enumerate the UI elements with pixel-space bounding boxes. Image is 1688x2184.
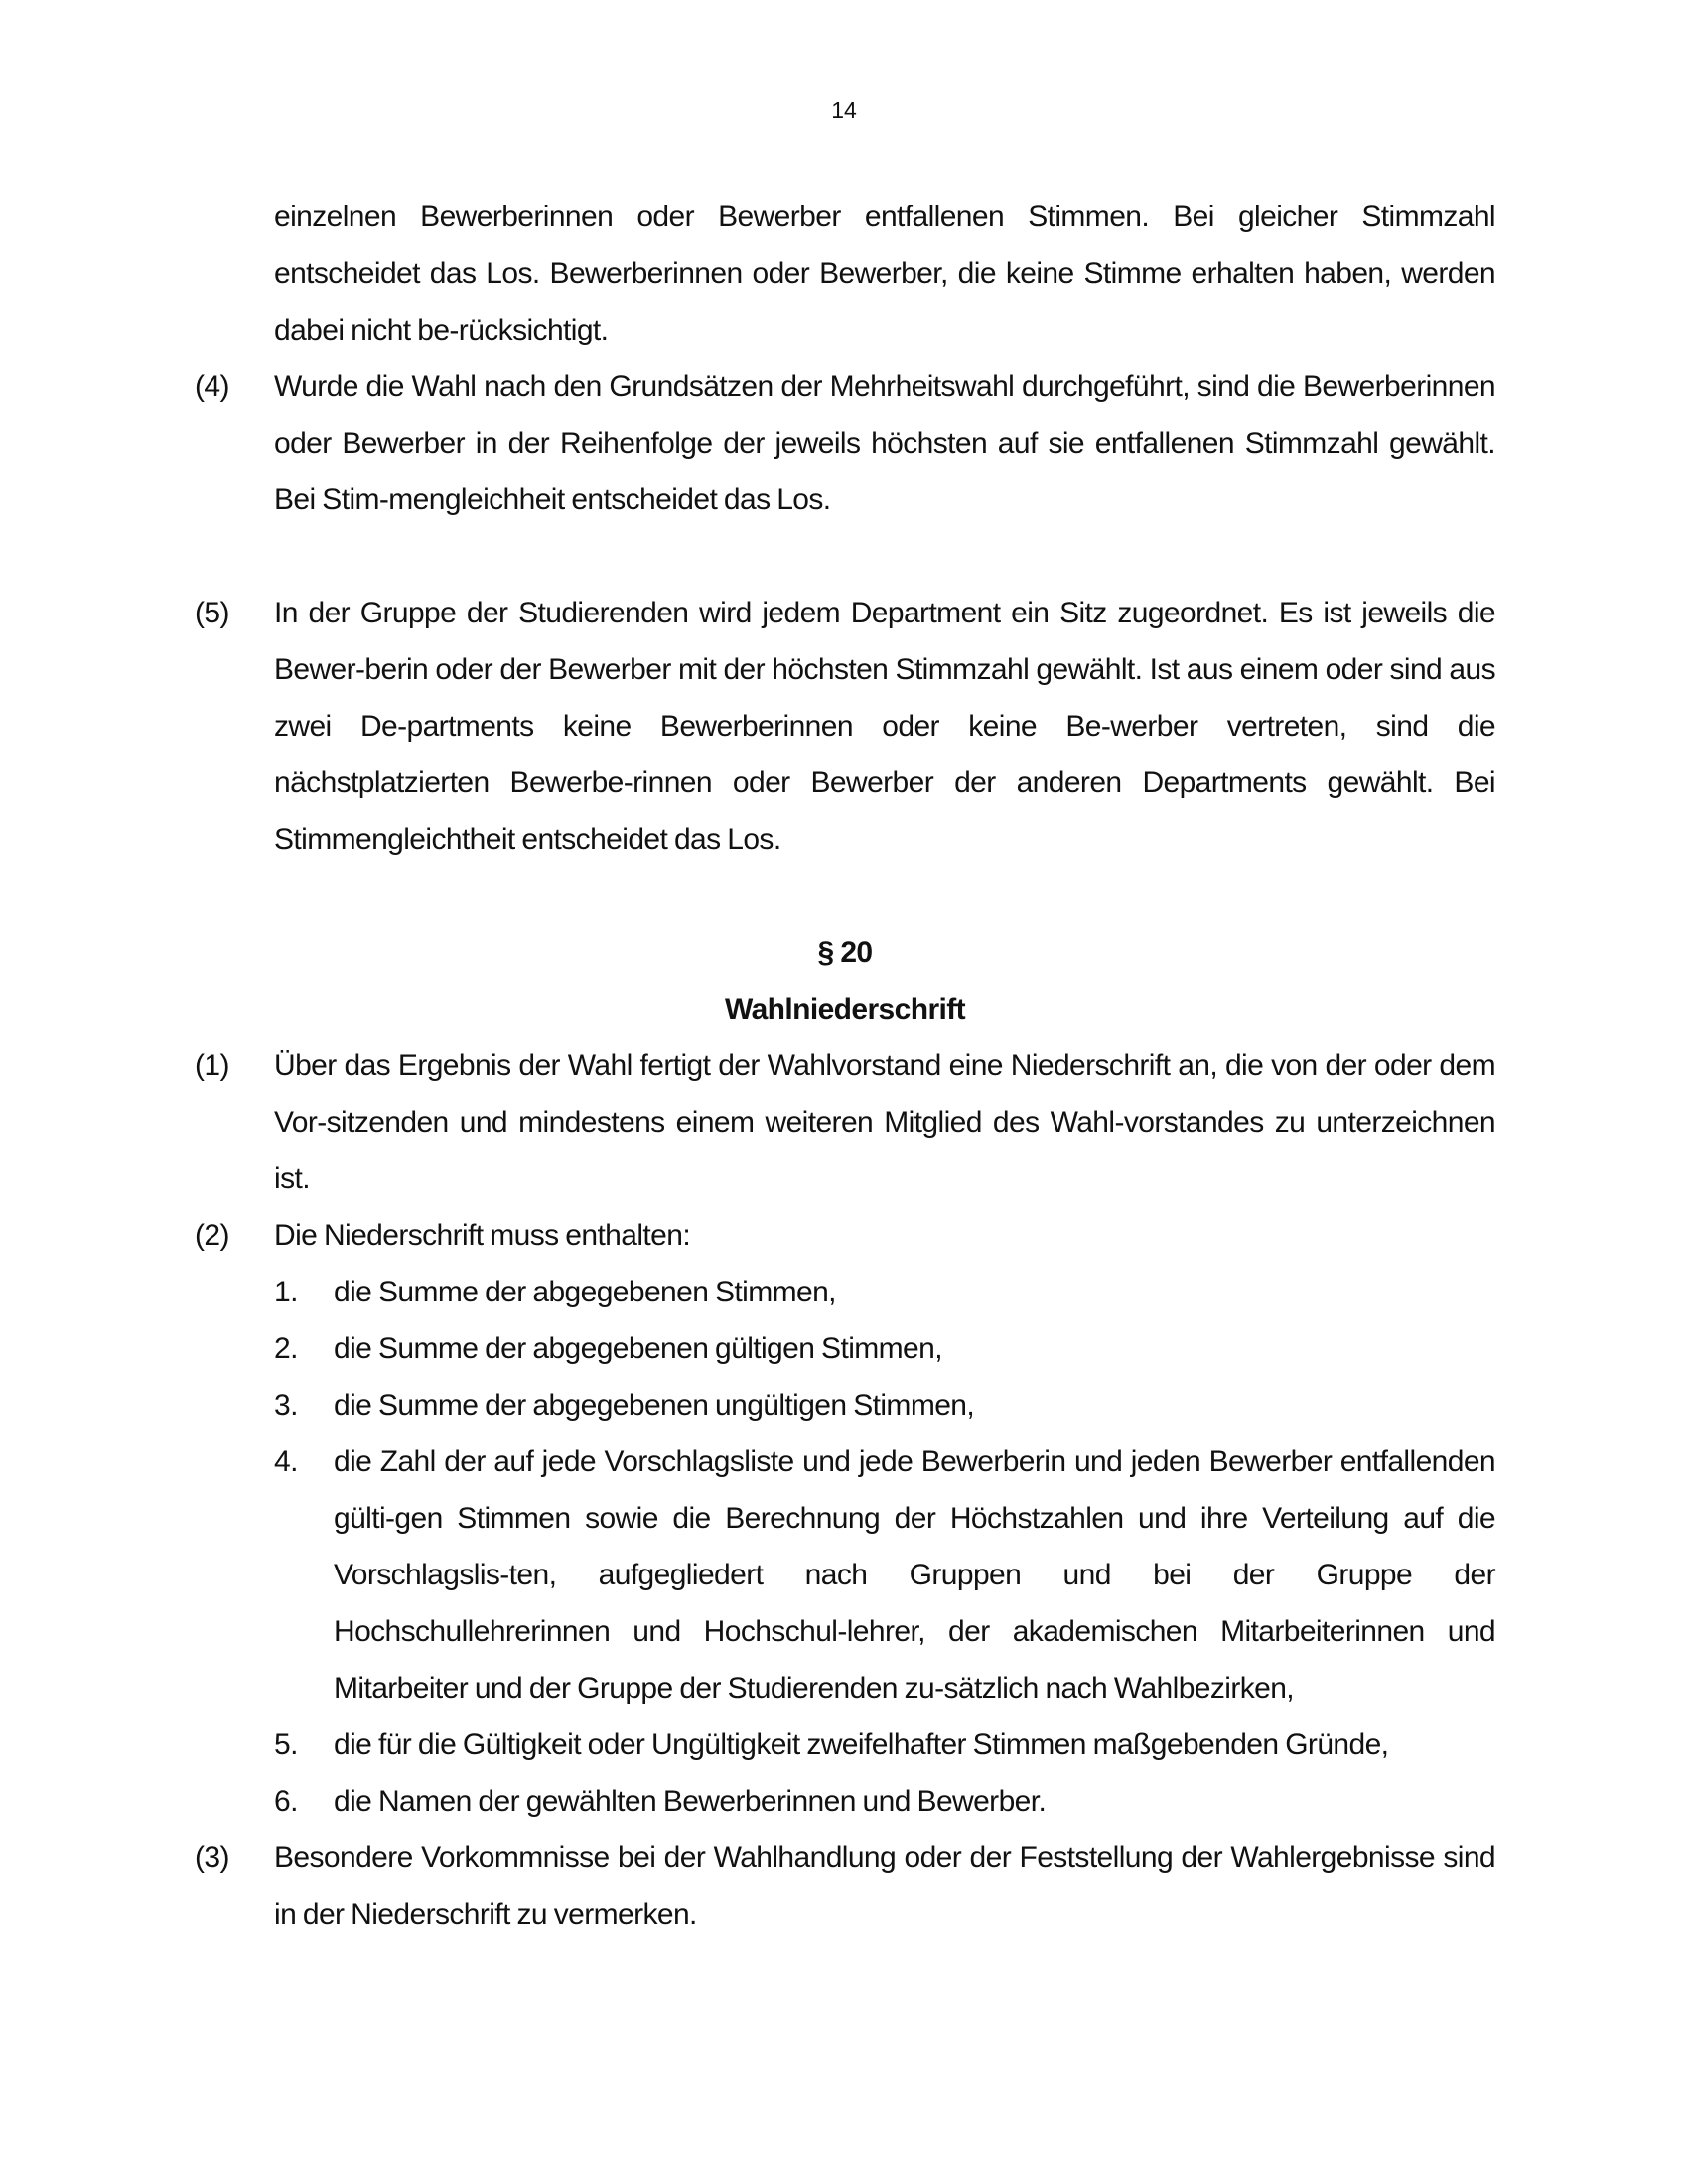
paragraph-text: In der Gruppe der Studierenden wird jedem Department ein Sitz zugeordnet. Es ist jeweils die Bewer-berin oder der Bewerber mit der höchsten Stimmzahl gewählt. Ist aus einem oder sind aus zwei De-partments keine Bewerberinnen oder keine Be-werber vertreten, sind die nächstplatzierten Bewerbe-rinnen oder Bewerber der anderen Departments gewählt. Bei Stimmengleichtheit entscheidet das Los. xyxy=(274,597,1495,856)
paragraph-number: (3) xyxy=(195,1842,229,1874)
list-item xyxy=(195,1320,1495,1377)
list-item-text: die Summe der abgegebenen gültigen Stimmen, xyxy=(334,1332,942,1365)
paragraph-text: Die Niederschrift muss enthalten: xyxy=(274,1219,691,1252)
section-20-paragraph-2 xyxy=(195,1207,1495,1264)
paragraph-text: Besondere Vorkommnisse bei der Wahlhandlung oder der Feststellung der Wahlergebnisse sind in der Niederschrift zu vermerken. xyxy=(274,1842,1495,1931)
list-item-number: 3. xyxy=(274,1389,298,1422)
paragraph-5 xyxy=(195,585,1495,868)
continuation-paragraph xyxy=(195,189,1495,358)
spacer xyxy=(195,528,1495,585)
list-item-number: 2. xyxy=(274,1332,298,1365)
paragraph-number: (1) xyxy=(195,1049,229,1082)
list-item-text: die Zahl der auf jede Vorschlagsliste und jede Bewerberin und jeden Bewerber entfallenden gülti-gen Stimmen sowie die Berechnung der Höchstzahlen und ihre Verteilung auf die Vorschlagslis-ten, aufgegliedert nach Gruppen und bei der Gruppe der Hochschullehrerinnen und Hochschul-lehrer, der akademischen Mitarbeiterinnen und Mitarbeiter und der Gruppe der Studierenden zu-sätzlich nach Wahlbezirken, xyxy=(334,1445,1495,1705)
list-item xyxy=(195,1773,1495,1830)
list-item-text: die Summe der abgegebenen Stimmen, xyxy=(334,1276,836,1308)
list-item xyxy=(195,1264,1495,1320)
paragraph-4 xyxy=(195,358,1495,528)
list-item-text: die Summe der abgegebenen ungültigen Stimmen, xyxy=(334,1389,975,1422)
paragraph-number: (5) xyxy=(195,597,229,629)
list-item-number: 1. xyxy=(274,1276,298,1308)
paragraph-number: (4) xyxy=(195,370,229,403)
paragraph-number: (2) xyxy=(195,1219,229,1252)
paragraph-text: Über das Ergebnis der Wahl fertigt der Wahlvorstand eine Niederschrift an, die von der oder dem Vor-sitzenden und mindestens einem weiteren Mitglied des Wahl-vorstandes zu unterzeichnen ist. xyxy=(274,1049,1495,1195)
document-body xyxy=(195,189,1495,1943)
list-item xyxy=(195,1377,1495,1433)
list-item-number: 4. xyxy=(274,1445,298,1478)
paragraph-text: Wurde die Wahl nach den Grundsätzen der Mehrheitswahl durchgeführt, sind die Bewerberinnen oder Bewerber in der Reihenfolge der jeweils höchsten auf sie entfallenen Stimmzahl gewählt. Bei Stim-mengleichheit entscheidet das Los. xyxy=(274,370,1495,516)
list-item-number: 6. xyxy=(274,1785,298,1818)
section-title: Wahlniederschrift xyxy=(724,993,966,1025)
list-item xyxy=(195,1433,1495,1716)
section-number: § 20 xyxy=(817,936,873,969)
continuation-text: einzelnen Bewerberinnen oder Bewerber entfallenen Stimmen. Bei gleicher Stimmzahl entscheidet das Los. Bewerberinnen oder Bewerber, die keine Stimme erhalten haben, werden dabei nicht be-rücksichtigt. xyxy=(274,201,1495,346)
list-item-number: 5. xyxy=(274,1728,298,1761)
list-item xyxy=(195,1716,1495,1773)
list-item-text: die für die Gültigkeit oder Ungültigkeit zweifelhafter Stimmen maßgebenden Gründe, xyxy=(334,1728,1389,1761)
list-item-text: die Namen der gewählten Bewerberinnen und Bewerber. xyxy=(334,1785,1047,1818)
spacer xyxy=(195,868,1495,924)
page-number: 14 xyxy=(831,97,857,123)
section-20-paragraph-3 xyxy=(195,1830,1495,1943)
section-20-paragraph-1 xyxy=(195,1037,1495,1207)
